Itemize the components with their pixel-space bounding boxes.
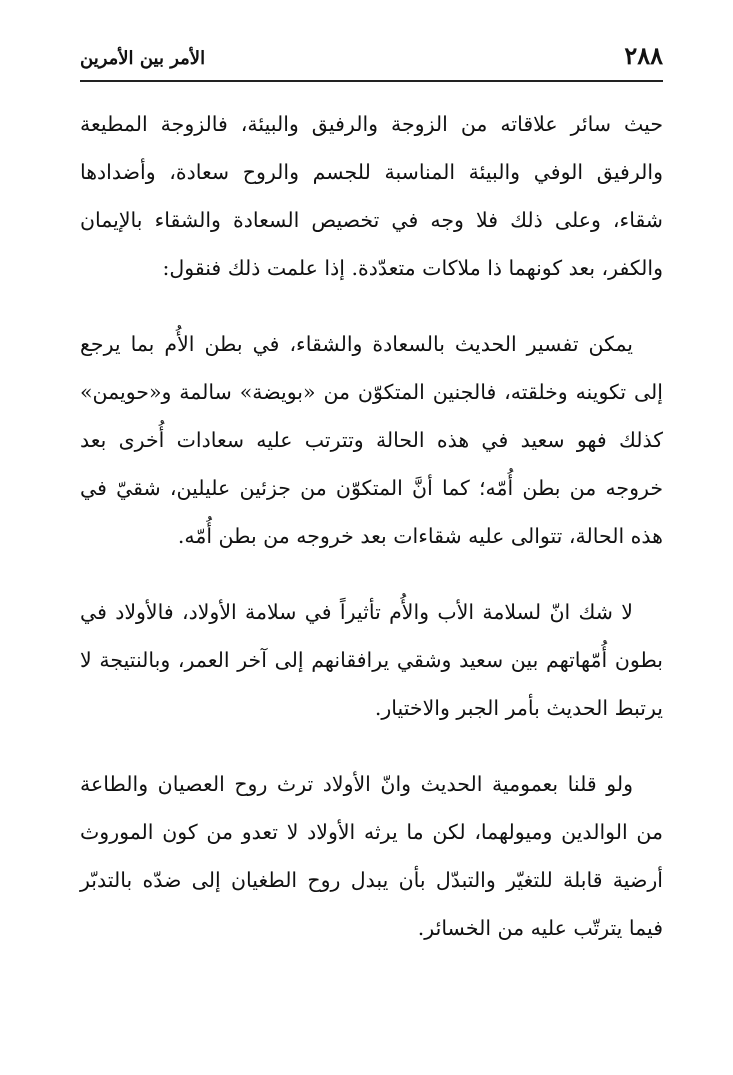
paragraph: لا شك انّ لسلامة الأب والأُم تأثيراً في سلامة الأولاد، فالأولاد في بطون أُمّهاتهم بين سعيد وشقي يرافقانهم إلى آخر العمر، وبالنتيجة لا يرتبط الحديث بأمر الجبر والاختيار. — [80, 600, 663, 720]
page-header — [80, 30, 663, 82]
running-title: الأمر بين الأمرين — [80, 48, 206, 69]
paragraph: ولو قلنا بعمومية الحديث وانّ الأولاد ترث روح العصيان والطاعة من الوالدين وميولهما، لكن ما يرثه الأولاد لا تعدو من كون الموروث أرضية قابلة للتغيّر والتبدّل بأن يبدل روح الطغيان إلى ضدّه بالتدبّر فيما يترتّب عليه من الخسائر. — [80, 772, 663, 940]
page-body — [80, 100, 663, 980]
header-divider — [80, 80, 663, 82]
paragraph: يمكن تفسير الحديث بالسعادة والشقاء، في بطن الأُم بما يرجع إلى تكوينه وخلقته، فالجنين المتكوّن من «بويضة» سالمة و«حويمن» كذلك فهو سعيد في هذه الحالة وتترتب عليه سعادات أُخرى بعد خروجه من بطن أُمّه؛ كما أنَّ المتكوّن من جزئين عليلين، شقيّ في هذه الحالة، تتوالى عليه شقاءات بعد خروجه من بطن أُمّه. — [80, 332, 663, 548]
page-number: ٢٨٨ — [624, 41, 663, 70]
paragraph: حيث سائر علاقاته من الزوجة والرفيق والبيئة، فالزوجة المطيعة والرفيق الوفي والبيئة المناسبة للجسم والروح سعادة، وأضدادها شقاء، وعلى ذلك فلا وجه في تخصيص السعادة والشقاء بالإيمان والكفر، بعد كونهما ذا ملاكات متعدّدة. إذا علمت ذلك فنقول: — [80, 112, 663, 280]
